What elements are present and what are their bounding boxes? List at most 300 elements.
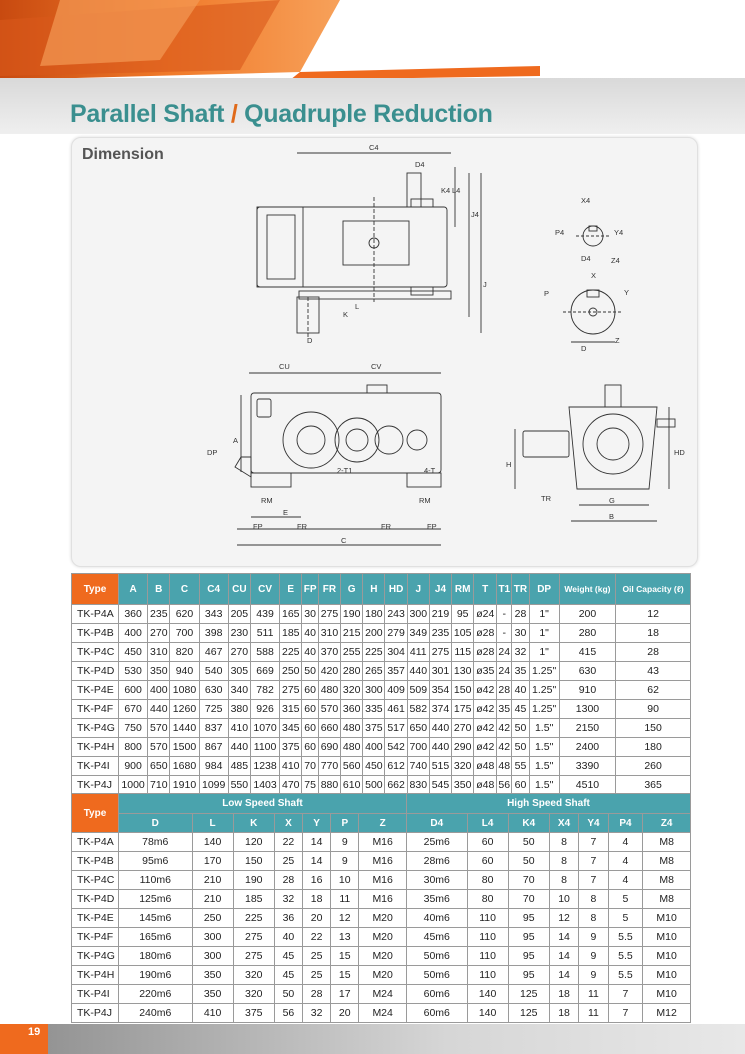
value-cell: 1300 — [559, 700, 615, 719]
value-cell: 1.5" — [529, 757, 559, 776]
value-cell: 439 — [250, 605, 279, 624]
value-cell: 1100 — [250, 738, 279, 757]
value-cell: 670 — [119, 700, 148, 719]
dimension-label: Dimension — [82, 146, 164, 163]
value-cell: 9 — [579, 947, 608, 966]
value-cell: 1080 — [170, 681, 199, 700]
low-col-header: P — [331, 814, 359, 833]
value-cell: 40 — [302, 643, 319, 662]
value-cell: 740 — [407, 757, 429, 776]
value-cell: M20 — [359, 928, 407, 947]
value-cell: 125 — [508, 1004, 549, 1023]
value-cell: 375 — [280, 738, 302, 757]
value-cell: 10 — [331, 871, 359, 890]
value-cell: 225 — [363, 643, 385, 662]
value-cell: 55 — [512, 757, 529, 776]
value-cell: 24 — [497, 662, 512, 681]
value-cell: 837 — [199, 719, 228, 738]
type-cell: TK-P4A — [72, 833, 119, 852]
table-row — [72, 852, 691, 871]
value-cell: 140 — [467, 1004, 508, 1023]
low-col-header: Y — [303, 814, 331, 833]
low-col-header: D — [119, 814, 193, 833]
value-cell: 25 — [303, 947, 331, 966]
dim-fp-right: FP — [427, 522, 437, 531]
value-cell: 1.25" — [529, 681, 559, 700]
value-cell: 11 — [331, 890, 359, 909]
dim-k: K — [343, 310, 349, 319]
value-cell: 45 — [274, 947, 302, 966]
col-header-12: HD — [385, 574, 407, 605]
value-cell: M10 — [643, 909, 691, 928]
value-cell: ø48 — [474, 776, 497, 795]
value-cell: M10 — [643, 985, 691, 1004]
value-cell: - — [497, 624, 512, 643]
dimension-table — [71, 573, 691, 795]
value-cell: 230 — [228, 624, 250, 643]
table-row — [72, 966, 691, 985]
dim-l4: L4 — [452, 186, 461, 195]
value-cell: 170 — [192, 852, 233, 871]
table-row — [72, 776, 691, 795]
value-cell: 240m6 — [119, 1004, 193, 1023]
high-col-header: P4 — [608, 814, 643, 833]
value-cell: 398 — [199, 624, 228, 643]
dim-k4: K4 — [441, 186, 451, 195]
value-cell: 120 — [233, 833, 274, 852]
value-cell: 225 — [233, 909, 274, 928]
value-cell: 700 — [170, 624, 199, 643]
type-cell: TK-P4J — [72, 776, 119, 795]
col-header-10: G — [341, 574, 363, 605]
value-cell: 926 — [250, 700, 279, 719]
value-cell: 910 — [559, 681, 615, 700]
low-speed-shaft-header: Low Speed Shaft — [119, 794, 407, 814]
value-cell: ø24 — [474, 605, 497, 624]
type-cell: TK-P4F — [72, 928, 119, 947]
value-cell: M8 — [643, 871, 691, 890]
value-cell: 150 — [452, 681, 474, 700]
value-cell: 365 — [616, 776, 691, 795]
value-cell: 185 — [280, 624, 302, 643]
value-cell: 235 — [429, 624, 451, 643]
value-cell: 14 — [549, 947, 578, 966]
dim-4-t: 4-T — [424, 466, 436, 475]
value-cell: 265 — [363, 662, 385, 681]
value-cell: 450 — [119, 643, 148, 662]
value-cell: 300 — [363, 681, 385, 700]
value-cell: 12 — [549, 909, 578, 928]
shaft-end-views — [563, 226, 623, 342]
value-cell: 500 — [363, 776, 385, 795]
table-row — [72, 757, 691, 776]
value-cell: 1680 — [170, 757, 199, 776]
table-row — [72, 643, 691, 662]
shaft-table-group-header — [72, 794, 691, 814]
value-cell: 30 — [512, 624, 529, 643]
dimension-table-header — [72, 574, 691, 605]
dim-2-t1: 2-T1 — [337, 466, 353, 475]
value-cell: 370 — [318, 643, 340, 662]
type-cell: TK-P4E — [72, 681, 119, 700]
col-header-16: T — [474, 574, 497, 605]
value-cell: 11 — [579, 985, 608, 1004]
value-cell: 280 — [559, 624, 615, 643]
col-header-1: A — [119, 574, 148, 605]
dim-rm-left: RM — [261, 496, 273, 505]
value-cell: ø42 — [474, 738, 497, 757]
dim-p: P — [544, 289, 550, 298]
value-cell: 782 — [250, 681, 279, 700]
value-cell: 115 — [452, 643, 474, 662]
value-cell: 650 — [407, 719, 429, 738]
value-cell: 28m6 — [406, 852, 467, 871]
value-cell: 300 — [407, 605, 429, 624]
value-cell: 42 — [497, 738, 512, 757]
value-cell: 110 — [467, 966, 508, 985]
value-cell: ø42 — [474, 700, 497, 719]
value-cell: 14 — [303, 833, 331, 852]
value-cell: 900 — [119, 757, 148, 776]
value-cell: 210 — [192, 871, 233, 890]
value-cell: 35 — [512, 662, 529, 681]
value-cell: M8 — [643, 833, 691, 852]
value-cell: M16 — [359, 890, 407, 909]
value-cell: 420 — [318, 662, 340, 681]
value-cell: 662 — [385, 776, 407, 795]
dim-d: D — [307, 336, 313, 345]
value-cell: 560 — [341, 757, 363, 776]
value-cell: 205 — [228, 605, 250, 624]
value-cell: 515 — [429, 757, 451, 776]
shaft-type-header: Type — [72, 794, 119, 833]
value-cell: 440 — [407, 662, 429, 681]
table-row — [72, 662, 691, 681]
value-cell: 530 — [119, 662, 148, 681]
value-cell: 56 — [497, 776, 512, 795]
value-cell: 357 — [385, 662, 407, 681]
col-header-13: J — [407, 574, 429, 605]
col-header-6: CV — [250, 574, 279, 605]
value-cell: 165m6 — [119, 928, 193, 947]
value-cell: 509 — [407, 681, 429, 700]
value-cell: 50m6 — [406, 947, 467, 966]
high-col-header: K4 — [508, 814, 549, 833]
value-cell: 70 — [508, 890, 549, 909]
value-cell: 279 — [385, 624, 407, 643]
value-cell: 2400 — [559, 738, 615, 757]
value-cell: - — [497, 605, 512, 624]
col-header-5: CU — [228, 574, 250, 605]
value-cell: 5.5 — [608, 928, 643, 947]
value-cell: 28 — [303, 985, 331, 1004]
value-cell: 360 — [119, 605, 148, 624]
high-col-header: L4 — [467, 814, 508, 833]
value-cell: 582 — [407, 700, 429, 719]
value-cell: 270 — [452, 719, 474, 738]
value-cell: M24 — [359, 1004, 407, 1023]
dim-hd: HD — [674, 448, 685, 457]
value-cell: 165 — [280, 605, 302, 624]
value-cell: 315 — [280, 700, 302, 719]
value-cell: ø42 — [474, 681, 497, 700]
type-cell: TK-P4A — [72, 605, 119, 624]
shaft-table — [71, 793, 691, 1023]
dim-g: G — [609, 496, 615, 505]
value-cell: M24 — [359, 985, 407, 1004]
value-cell: 542 — [385, 738, 407, 757]
value-cell: 60m6 — [406, 985, 467, 1004]
value-cell: 630 — [559, 662, 615, 681]
col-header-9: FR — [318, 574, 340, 605]
value-cell: 820 — [170, 643, 199, 662]
value-cell: 540 — [199, 662, 228, 681]
value-cell: 42 — [497, 719, 512, 738]
value-cell: 612 — [385, 757, 407, 776]
value-cell: 8 — [579, 890, 608, 909]
value-cell: 125 — [508, 985, 549, 1004]
value-cell: 485 — [228, 757, 250, 776]
value-cell: 80 — [467, 871, 508, 890]
value-cell: 18 — [303, 890, 331, 909]
value-cell: 410 — [228, 719, 250, 738]
value-cell: ø28 — [474, 643, 497, 662]
low-col-header: L — [192, 814, 233, 833]
value-cell: 190 — [341, 605, 363, 624]
shaft-table-col-header — [72, 814, 691, 833]
value-cell: 700 — [407, 738, 429, 757]
value-cell: 9 — [579, 928, 608, 947]
value-cell: 180 — [363, 605, 385, 624]
table-row — [72, 738, 691, 757]
table-row — [72, 890, 691, 909]
value-cell: 1500 — [170, 738, 199, 757]
value-cell: 300 — [192, 947, 233, 966]
col-header-8: FP — [302, 574, 319, 605]
value-cell: 60 — [302, 700, 319, 719]
value-cell: M20 — [359, 947, 407, 966]
value-cell: 95 — [508, 928, 549, 947]
value-cell: 40 — [274, 928, 302, 947]
value-cell: 140 — [192, 833, 233, 852]
high-col-header: Y4 — [579, 814, 608, 833]
value-cell: 50 — [508, 852, 549, 871]
col-header-4: C4 — [199, 574, 228, 605]
value-cell: 180 — [616, 738, 691, 757]
value-cell: 275 — [318, 605, 340, 624]
value-cell: 440 — [228, 738, 250, 757]
value-cell: M20 — [359, 966, 407, 985]
value-cell: 354 — [429, 681, 451, 700]
type-cell: TK-P4I — [72, 985, 119, 1004]
value-cell: 250 — [192, 909, 233, 928]
value-cell: 1" — [529, 643, 559, 662]
dim-x: X — [591, 271, 597, 280]
value-cell: 5 — [608, 909, 643, 928]
dim-h: H — [506, 460, 512, 469]
value-cell: 11 — [579, 1004, 608, 1023]
value-cell: 8 — [549, 871, 578, 890]
value-cell: 43 — [616, 662, 691, 681]
value-cell: M8 — [643, 852, 691, 871]
header-banner — [0, 0, 745, 80]
col-header-3: C — [170, 574, 199, 605]
value-cell: 467 — [199, 643, 228, 662]
value-cell: 570 — [148, 719, 170, 738]
col-header-20: Weight (kg) — [559, 574, 615, 605]
value-cell: 517 — [385, 719, 407, 738]
dim-dp: DP — [207, 448, 218, 457]
type-cell: TK-P4B — [72, 624, 119, 643]
value-cell: 28 — [512, 605, 529, 624]
value-cell: 140 — [467, 985, 508, 1004]
value-cell: 60 — [302, 719, 319, 738]
value-cell: 18 — [549, 985, 578, 1004]
value-cell: 1.5" — [529, 776, 559, 795]
value-cell: 210 — [192, 890, 233, 909]
dim-x4: X4 — [581, 196, 591, 205]
value-cell: 125m6 — [119, 890, 193, 909]
value-cell: 1440 — [170, 719, 199, 738]
value-cell: 7 — [608, 1004, 643, 1023]
high-col-header: D4 — [406, 814, 467, 833]
value-cell: 40m6 — [406, 909, 467, 928]
value-cell: 830 — [407, 776, 429, 795]
value-cell: 70 — [302, 757, 319, 776]
dim-y4: Y4 — [614, 228, 624, 237]
value-cell: 60 — [302, 681, 319, 700]
value-cell: 350 — [452, 776, 474, 795]
value-cell: 14 — [549, 966, 578, 985]
value-cell: 60 — [512, 776, 529, 795]
value-cell: 30 — [302, 605, 319, 624]
value-cell: 350 — [148, 662, 170, 681]
value-cell: 660 — [318, 719, 340, 738]
value-cell: 320 — [341, 681, 363, 700]
dim-c4: C4 — [369, 143, 379, 152]
value-cell: 310 — [318, 624, 340, 643]
value-cell: 630 — [199, 681, 228, 700]
value-cell: 7 — [579, 871, 608, 890]
value-cell: 450 — [363, 757, 385, 776]
value-cell: 400 — [119, 624, 148, 643]
type-cell: TK-P4E — [72, 909, 119, 928]
value-cell: 669 — [250, 662, 279, 681]
value-cell: 750 — [119, 719, 148, 738]
value-cell: 60 — [302, 738, 319, 757]
value-cell: 25m6 — [406, 833, 467, 852]
value-cell: 8 — [549, 852, 578, 871]
value-cell: 28 — [616, 643, 691, 662]
value-cell: 280 — [341, 662, 363, 681]
value-cell: 411 — [407, 643, 429, 662]
value-cell: 18 — [549, 1004, 578, 1023]
dim-cu: CU — [279, 362, 290, 371]
dim-rm-right: RM — [419, 496, 431, 505]
value-cell: 335 — [363, 700, 385, 719]
dim-y: Y — [624, 288, 630, 297]
value-cell: 350 — [192, 966, 233, 985]
value-cell: 320 — [452, 757, 474, 776]
value-cell: 375 — [233, 1004, 274, 1023]
value-cell: 1.5" — [529, 719, 559, 738]
value-cell: 304 — [385, 643, 407, 662]
value-cell: 1000 — [119, 776, 148, 795]
value-cell: M12 — [643, 1004, 691, 1023]
type-cell: TK-P4C — [72, 643, 119, 662]
value-cell: 32 — [303, 1004, 331, 1023]
value-cell: 650 — [148, 757, 170, 776]
value-cell: 24 — [497, 643, 512, 662]
dim-fr-right: FR — [381, 522, 391, 531]
value-cell: M20 — [359, 909, 407, 928]
value-cell: M16 — [359, 833, 407, 852]
value-cell: 220m6 — [119, 985, 193, 1004]
high-speed-shaft-header: High Speed Shaft — [406, 794, 690, 814]
value-cell: 35m6 — [406, 890, 467, 909]
value-cell: 260 — [616, 757, 691, 776]
value-cell: 13 — [331, 928, 359, 947]
value-cell: 255 — [341, 643, 363, 662]
col-header-14: J4 — [429, 574, 451, 605]
value-cell: 2150 — [559, 719, 615, 738]
dim-j: J — [483, 280, 487, 289]
dim-cv: CV — [371, 362, 382, 371]
value-cell: 190m6 — [119, 966, 193, 985]
value-cell: 45 — [512, 700, 529, 719]
value-cell: 340 — [228, 681, 250, 700]
value-cell: 1403 — [250, 776, 279, 795]
value-cell: 32 — [512, 643, 529, 662]
value-cell: 235 — [148, 605, 170, 624]
value-cell: 15 — [331, 966, 359, 985]
dim-fr-left: FR — [297, 522, 307, 531]
value-cell: 343 — [199, 605, 228, 624]
value-cell: 940 — [170, 662, 199, 681]
value-cell: 440 — [429, 738, 451, 757]
value-cell: 50 — [512, 719, 529, 738]
value-cell: 190 — [233, 871, 274, 890]
value-cell: 4 — [608, 852, 643, 871]
value-cell: 50 — [302, 662, 319, 681]
dim-d-side: D — [581, 344, 587, 353]
value-cell: 690 — [318, 738, 340, 757]
value-cell: ø42 — [474, 719, 497, 738]
value-cell: 349 — [407, 624, 429, 643]
type-cell: TK-P4F — [72, 700, 119, 719]
value-cell: 50m6 — [406, 966, 467, 985]
value-cell: 60m6 — [406, 1004, 467, 1023]
value-cell: 50 — [274, 985, 302, 1004]
value-cell: 110 — [467, 947, 508, 966]
value-cell: 300 — [192, 928, 233, 947]
footer-bar — [0, 1024, 745, 1054]
value-cell: 1" — [529, 624, 559, 643]
value-cell: 588 — [250, 643, 279, 662]
type-cell: TK-P4C — [72, 871, 119, 890]
value-cell: 95 — [508, 947, 549, 966]
value-cell: M10 — [643, 966, 691, 985]
value-cell: ø35 — [474, 662, 497, 681]
value-cell: 480 — [341, 719, 363, 738]
page-number: 19 — [0, 1024, 48, 1054]
value-cell: 400 — [363, 738, 385, 757]
value-cell: 1.25" — [529, 662, 559, 681]
value-cell: 40 — [512, 681, 529, 700]
dim-fp-left: FP — [253, 522, 263, 531]
type-cell: TK-P4D — [72, 662, 119, 681]
value-cell: 40 — [302, 624, 319, 643]
